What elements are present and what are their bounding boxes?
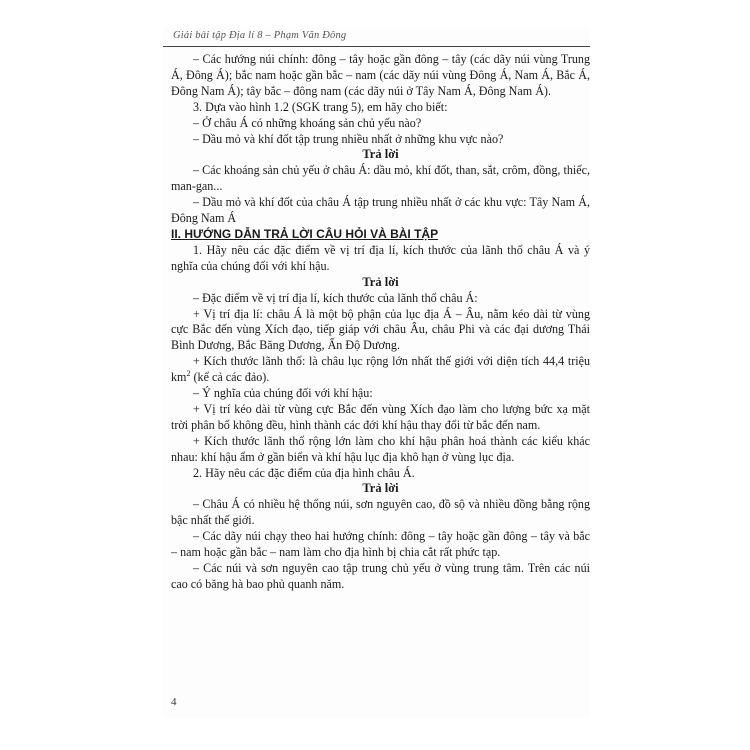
question-2: 2. Hãy nêu các đặc điểm của địa hình châu Á. bbox=[193, 465, 415, 480]
answer-2-1: – Châu Á có nhiều hệ thống núi, sơn nguyên cao, đồ sộ và nhiều đồng bằng rộng bậc nhất thế giới. bbox=[171, 497, 590, 528]
answer-1-position: + Vị trí địa lí: châu Á là một bộ phận của lục địa Á – Âu, nằm kéo dài từ vùng cực Bắc đến vùng Xích đạo, tiếp giáp với châu Âu, châu Phi và các đại dương Thái Bình Dương, Bắc Băng Dương, Ấn Độ Dương. bbox=[171, 306, 590, 353]
answer-1-size bbox=[171, 354, 590, 386]
page-body bbox=[171, 52, 590, 593]
answer-1-size-tail: (kể cả các đảo). bbox=[190, 370, 270, 385]
document-page bbox=[163, 28, 590, 718]
running-header bbox=[163, 28, 590, 46]
answer-heading-2: Trả lời bbox=[362, 274, 399, 289]
answer-1-intro: – Đặc điểm về vị trí địa lí, kích thước của lãnh thổ châu Á: bbox=[193, 290, 478, 305]
answer-heading-3: Trả lời bbox=[362, 481, 399, 496]
answer-3b: – Dầu mỏ và khí đốt của châu Á tập trung nhiều nhất ở các khu vực: Tây Nam Á, Đông Nam Á bbox=[171, 195, 590, 226]
paragraph-mountain-directions: – Các hướng núi chính: đông – tây hoặc gần đông – tây (các dãy núi vùng Trung Á, Đông Á); bắc nam hoặc gần bắc – nam (các dãy núi vùng Đông Á, Nam Á, Bắc Á, Đông Nam Á); tây bắc – đông nam (các dãy núi ở Tây Nam Á, Đông Nam Á). bbox=[171, 52, 590, 98]
area-superscript: 2 bbox=[186, 369, 191, 379]
section-title: II. HƯỚNG DẪN TRẢ LỜI CÂU HỎI VÀ BÀI TẬP bbox=[171, 226, 439, 241]
answer-2-3: – Các núi và sơn nguyên cao tập trung chủ yếu ở vùng trung tâm. Trên các núi cao có băng hà bao phủ quanh năm. bbox=[171, 561, 590, 591]
answer-1-meaning: – Ý nghĩa của chúng đối với khí hậu: bbox=[193, 386, 373, 401]
page-number: 4 bbox=[171, 696, 177, 708]
answer-2-2: – Các dãy núi chạy theo hai hướng chính: đông – tây hoặc gần đông – tây và bắc – nam hoặc gần bắc – nam làm cho địa hình bị chia cắt rất phức tạp. bbox=[171, 529, 590, 560]
answer-3a: – Các khoáng sản chủ yếu ở châu Á: dầu mỏ, khí đốt, than, sắt, crôm, đồng, thiếc, man-gan... bbox=[171, 163, 590, 194]
question-3a: – Ở châu Á có những khoáng sản chủ yếu nào? bbox=[193, 115, 422, 130]
answer-1-size-text: + Kích thước lãnh thổ: là châu lục rộng lớn nhất thế giới với diện tích 44,4 triệu km bbox=[171, 354, 590, 385]
question-3b: – Dầu mỏ và khí đốt tập trung nhiều nhất ở những khu vực nào? bbox=[193, 131, 504, 146]
question-1: 1. Hãy nêu các đặc điểm về vị trí địa lí, kích thước của lãnh thổ châu Á và ý nghĩa của chúng đối với khí hậu. bbox=[171, 242, 590, 273]
answer-heading-1: Trả lời bbox=[362, 147, 399, 162]
header-title: Giải bài tập Địa lí 8 – Phạm Văn Đông bbox=[173, 30, 347, 41]
header-rule bbox=[163, 46, 590, 47]
question-3: 3. Dựa vào hình 1.2 (SGK trang 5), em hãy cho biết: bbox=[193, 99, 448, 114]
answer-1-meaning-2: + Kích thước lãnh thổ rộng lớn làm cho khí hậu phân hoá thành các kiểu khác nhau: khí hậu ẩm ở gần biển và khí hậu lục địa khô hạn ở vùng lục địa. bbox=[171, 433, 590, 464]
answer-1-meaning-1: + Vị trí kéo dài từ vùng cực Bắc đến vùng Xích đạo làm cho lượng bức xạ mặt trời phân bố không đều, hình thành các đới khí hậu thay đổi từ bắc đến nam. bbox=[171, 401, 590, 432]
